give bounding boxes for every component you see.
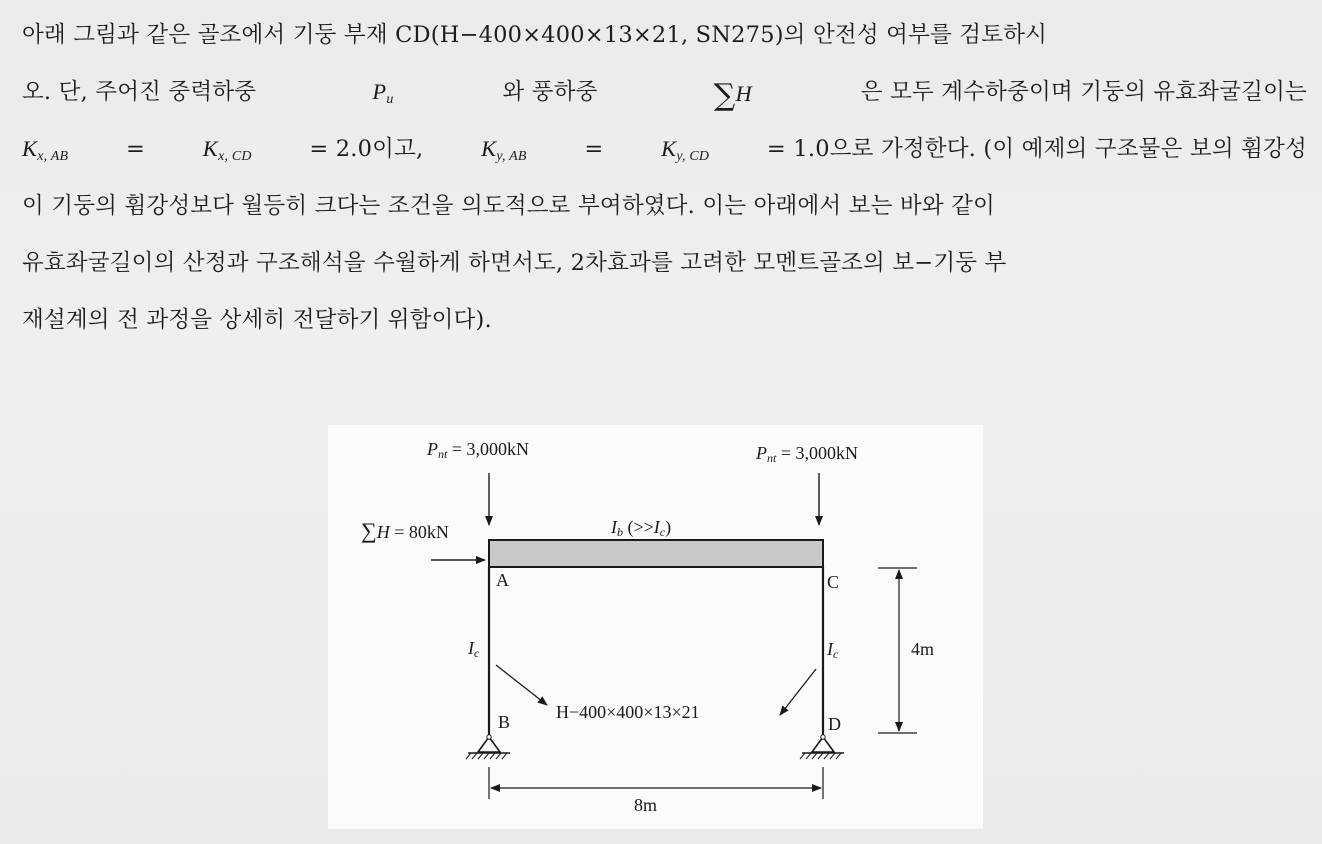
problem-line-3 xyxy=(22,138,1307,168)
problem-statement xyxy=(22,24,1307,366)
beam xyxy=(489,540,823,567)
portal-frame-figure xyxy=(328,425,983,829)
section-pointer-left xyxy=(496,665,547,705)
node-d-label: D xyxy=(828,714,841,734)
column-left-stiffness-label: $I_c$ xyxy=(468,638,480,660)
k-x-cd: $K_{x, CD}$ xyxy=(202,136,252,164)
problem-line-2-text-a: 오. 단, 주어진 중력하중 xyxy=(22,79,264,105)
problem-line-5 xyxy=(22,252,1307,282)
problem-line-3-text-b: = 1.0으로 가정한다. (이 예제의 구조물은 보의 휨강성 xyxy=(759,136,1307,162)
problem-line-2 xyxy=(22,78,1307,113)
problem-line-1-text: 아래 그림과 같은 골조에서 기둥 부재 CD(H−400×400×13×21, SN275)의 안전성 여부를 검토하시 xyxy=(22,22,1048,48)
wind-load-symbol: ∑H xyxy=(713,78,752,113)
section-label: H−400×400×13×21 xyxy=(556,702,700,722)
problem-line-2-text-b: 와 풍하중 xyxy=(502,79,605,105)
load-label-right: $P_{nt} = 3,000kN$ xyxy=(756,443,858,465)
node-b-label: B xyxy=(498,712,511,732)
k-x-ab: $K_{x, AB}$ xyxy=(22,136,69,164)
node-c-label: C xyxy=(827,572,840,592)
beam-stiffness-label: $I_b$ $(>>I_c)$ xyxy=(611,517,672,539)
equals-sign: = xyxy=(118,136,153,162)
k-y-cd: $K_{y, CD}$ xyxy=(661,136,710,164)
pin-support-d xyxy=(800,735,844,759)
problem-line-6 xyxy=(22,309,1307,339)
problem-line-4 xyxy=(22,195,1307,225)
gravity-load-symbol: $P_u$ xyxy=(372,79,394,107)
frame-drawing xyxy=(328,425,983,829)
problem-line-1 xyxy=(22,24,1307,54)
problem-line-4-text: 이 기둥의 휨강성보다 월등히 크다는 조건을 의도적으로 부여하였다. 이는 아래에서 보는 바와 같이 xyxy=(22,193,995,219)
pin-support-b xyxy=(466,735,510,759)
load-label-left: $P_{nt} = 3,000kN$ xyxy=(427,439,529,461)
equals-sign: = xyxy=(576,136,611,162)
wind-load-label: ∑H = 80kN xyxy=(361,518,449,543)
height-dimension-label: 4m xyxy=(911,639,935,659)
section-pointer-right xyxy=(780,669,816,715)
problem-line-5-text: 유효좌굴길이의 산정과 구조해석을 수월하게 하면서도, 2차효과를 고려한 모멘트골조의 보−기둥 부 xyxy=(22,250,1007,276)
problem-line-2-text-c: 은 모두 계수하중이며 기둥의 유효좌굴길이는 xyxy=(860,79,1307,105)
problem-line-6-text: 재설계의 전 과정을 상세히 전달하기 위함이다). xyxy=(22,307,492,333)
span-dimension-label: 8m xyxy=(634,795,658,815)
column-right-stiffness-label: $I_c$ xyxy=(827,639,839,661)
node-a-label: A xyxy=(496,570,509,590)
k-y-ab: $K_{y, AB}$ xyxy=(481,136,527,164)
problem-line-3-text-a: = 2.0이고, xyxy=(302,136,431,162)
